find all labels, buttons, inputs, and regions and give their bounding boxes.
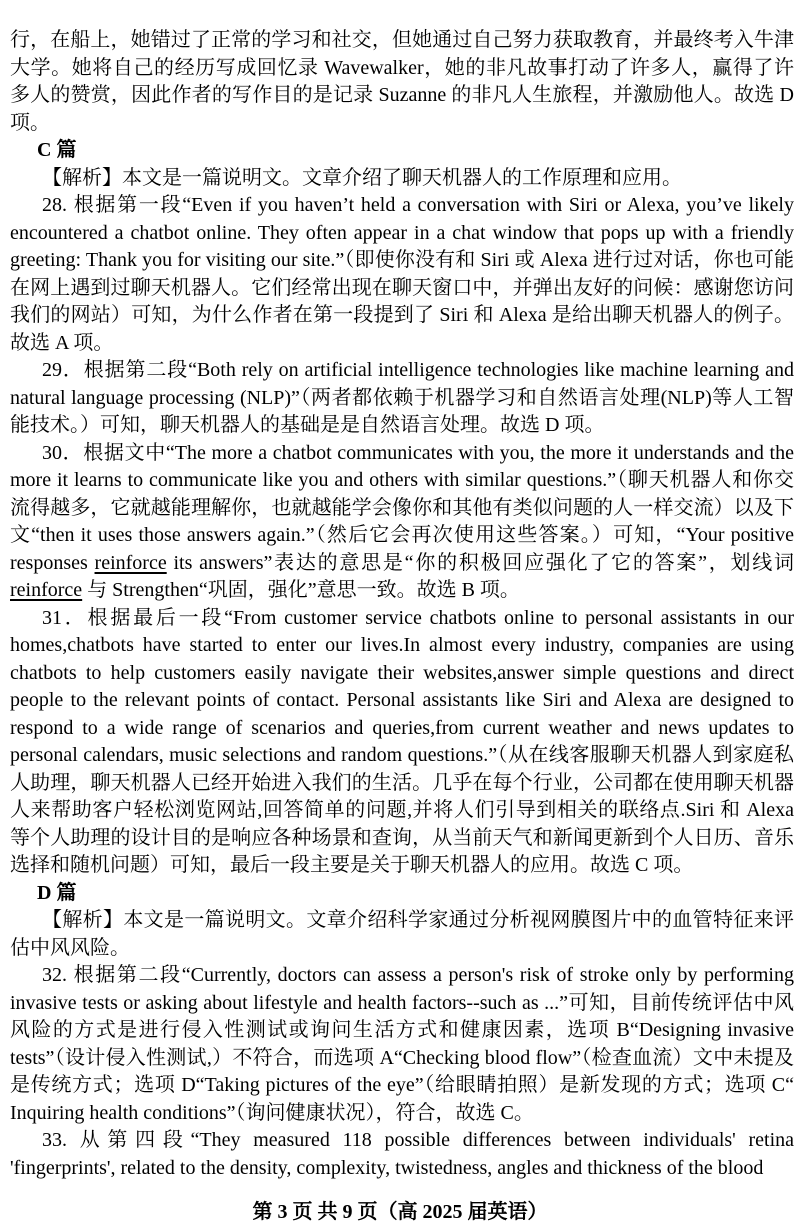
text-segment: C 篇 bbox=[37, 139, 77, 161]
text-segment: 【解析】本文是一篇说明文。文章介绍了聊天机器人的工作原理和应用。 bbox=[42, 166, 682, 189]
paragraph bbox=[10, 357, 794, 440]
page-footer: 第 3 页 共 9 页（高 2025 届英语） bbox=[252, 1201, 548, 1223]
paragraph bbox=[10, 27, 794, 137]
text-segment: 行，在船上，她错过了正常的学习和社交，但她通过自己努力获取教育，并最终考入牛津大学。她将自己的经历写成回忆录 Wavewalker，她的非凡故事打动了许多人，赢得了许多人的赞赏，因此作者的写作目的是记录 Suzanne 的非凡人生旅程，并激励他人。故选 D 项。 bbox=[10, 29, 794, 134]
paragraph bbox=[10, 440, 794, 605]
text-segment: 【解析】本文是一篇说明文。文章介绍科学家通过分析视网膜图片中的血管特征来评估中风风险。 bbox=[10, 909, 794, 959]
paragraph bbox=[10, 907, 794, 962]
paragraph bbox=[10, 192, 794, 357]
text-segment: 32. 根据第二段“Currently, doctors can assess a person's risk of stroke only by performing invasive tests or asking about lifestyle and health factors--such as ...”可知，目前传统评估中风风险的方式是进行侵入性测试或询问生活方式和健康因素，选项 B“Designing invasive tests”（设计侵入性测试,）不符合，而选项 A“Checking blood flow”（检查血流）文中未提及是传统方式；选项 D“Taking pictures of the eye”（给眼睛拍照）是新发现的方式；选项 C“ Inquiring health conditions”（询问健康状况），符合，故选 C。 bbox=[10, 964, 794, 1124]
text-segment: 29．根据第二段“Both rely on artificial intelligence technologies like machine learning and natural language processing (NLP)”（两者都依赖于机器学习和自然语言处理(NLP)等人工智能技术。）可知，聊天机器人的基础是是自然语言处理。故选 D 项。 bbox=[10, 359, 794, 436]
text-segment: 28. 根据第一段“Even if you haven’t held a conversation with Siri or Alexa, you’ve likely encountered a chatbot online. They often appear in a chat window that pops up with a friendly greeting: Thank you for visiting our site.”（即使你没有和 Siri 或 Alexa 进行过对话，你也可能在网上遇到过聊天机器人。它们经常出现在聊天窗口中，并弹出友好的问候：感谢您访问我们的网站）可知，为什么作者在第一段提到了 Siri 和 Alexa 是给出聊天机器人的例子。故选 A 项。 bbox=[10, 194, 794, 354]
underlined-text: reinforce bbox=[94, 551, 167, 574]
paragraph bbox=[10, 605, 794, 880]
section-heading bbox=[10, 137, 794, 165]
text-segment: 33. 从第四段“They measured 118 possible differences between individuals' retina 'fingerprints', related to the density, complexity, twistedness, angles and thickness of the blood bbox=[10, 1129, 794, 1179]
text-segment: D 篇 bbox=[37, 881, 77, 904]
text-segment: 30．根据文中“The more a chatbot communicates with you, the more it understands and the more it learns to communicate like you and others with similar questions.”（聊天机器人和你交流得越多，它就越能理解你，也就越能学会像你和其他有类似问题的人一样交流）以及下文“then it uses those answers again.”（然后它会再次使用这些答案。）可知，“Your positive responses bbox=[10, 441, 794, 574]
text-segment: its answers”表达的意思是“你的积极回应强化了它的答案”，划线词 bbox=[166, 551, 795, 574]
text-segment: 与 Strengthen“巩固，强化”意思一致。故选 B 项。 bbox=[82, 579, 520, 601]
section-heading bbox=[10, 880, 794, 908]
paragraph bbox=[10, 1127, 794, 1182]
paragraph bbox=[10, 165, 794, 193]
paragraph bbox=[10, 962, 794, 1127]
text-segment: 31．根据最后一段“From customer service chatbots online to personal assistants in our homes,chatbots have started to enter our lives.In almost every industry, companies are using chatbots to help customers easily navigate their websites,answer simple questions and direct people to the relevant points of contact. Personal assistants like Siri and Alexa are designed to respond to a wide range of scenarios and queries,from current weather and news updates to personal calendars, music selections and random questions.”（从在线客服聊天机器人到家庭私人助理，聊天机器人已经开始进入我们的生活。几乎在每个行业，公司都在使用聊天机器人来帮助客户轻松浏览网站,回答简单的问题,并将人们引导到相关的联络点.Siri 和 Alexa 等个人助理的设计目的是响应各种场景和查询，从当前天气和新闻更新到个人日历、音乐选择和随机问题）可知，最后一段主要是关于聊天机器人的应用。故选 C 项。 bbox=[10, 606, 794, 876]
underlined-text: reinforce bbox=[10, 579, 83, 601]
